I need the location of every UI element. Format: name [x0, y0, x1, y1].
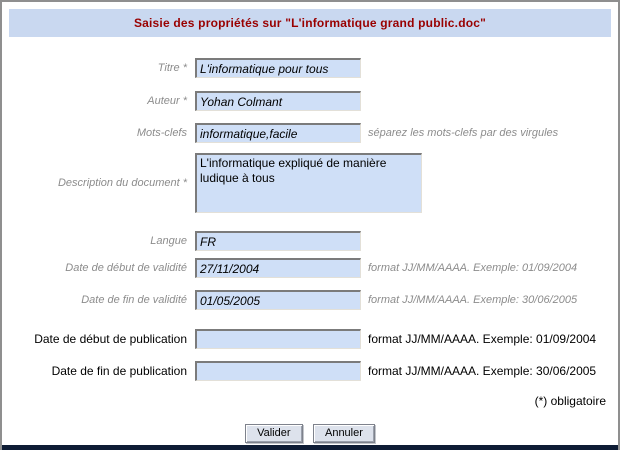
date-fin-publication-label: Date de fin de publication [51, 364, 187, 378]
field-row-auteur [2, 91, 618, 115]
date-debut-validite-input[interactable] [195, 258, 361, 278]
mots-clefs-input[interactable] [195, 123, 361, 143]
field-row-date-debut-validite [2, 258, 618, 282]
required-fields-note: (*) obligatoire [534, 394, 606, 408]
field-row-description [2, 153, 618, 215]
date-fin-validite-hint: format JJ/MM/AAAA. Exemple: 30/06/2005 [368, 294, 578, 306]
description-label: Description du document * [57, 177, 187, 189]
titre-input[interactable] [195, 58, 361, 78]
field-row-date-fin-validite [2, 290, 618, 314]
field-row-date-fin-publication [2, 361, 618, 385]
form-buttons [2, 423, 618, 443]
field-row-date-debut-publication [2, 329, 618, 353]
field-row-titre [2, 58, 618, 82]
annuler-button[interactable]: Annuler [313, 424, 375, 443]
date-debut-validite-hint: format JJ/MM/AAAA. Exemple: 01/09/2004 [368, 262, 578, 274]
date-fin-validite-input[interactable] [195, 290, 361, 310]
valider-button[interactable]: Valider [245, 424, 302, 443]
date-fin-publication-input[interactable] [195, 361, 361, 381]
titre-label: Titre * [157, 62, 187, 74]
auteur-label: Auteur * [147, 95, 187, 107]
langue-label: Langue [150, 235, 187, 247]
date-debut-publication-hint: format JJ/MM/AAAA. Exemple: 01/09/2004 [368, 332, 597, 346]
mots-clefs-hint: séparez les mots-clefs par des virgules [368, 127, 559, 139]
description-textarea[interactable] [195, 153, 422, 213]
date-debut-validite-label: Date de début de validité [65, 262, 187, 274]
langue-input[interactable] [195, 231, 361, 251]
date-debut-publication-input[interactable] [195, 329, 361, 349]
bottom-divider-bar [2, 445, 618, 450]
date-debut-publication-label: Date de début de publication [34, 332, 187, 346]
field-row-mots-clefs [2, 123, 618, 147]
field-row-langue [2, 231, 618, 255]
date-fin-publication-hint: format JJ/MM/AAAA. Exemple: 30/06/2005 [368, 364, 597, 378]
auteur-input[interactable] [195, 91, 361, 111]
mots-clefs-label: Mots-clefs [136, 127, 187, 139]
date-fin-validite-label: Date de fin de validité [81, 294, 187, 306]
form-header [9, 9, 611, 37]
page-title: Saisie des propriétés sur "L'informatique grand public.doc" [133, 16, 487, 30]
